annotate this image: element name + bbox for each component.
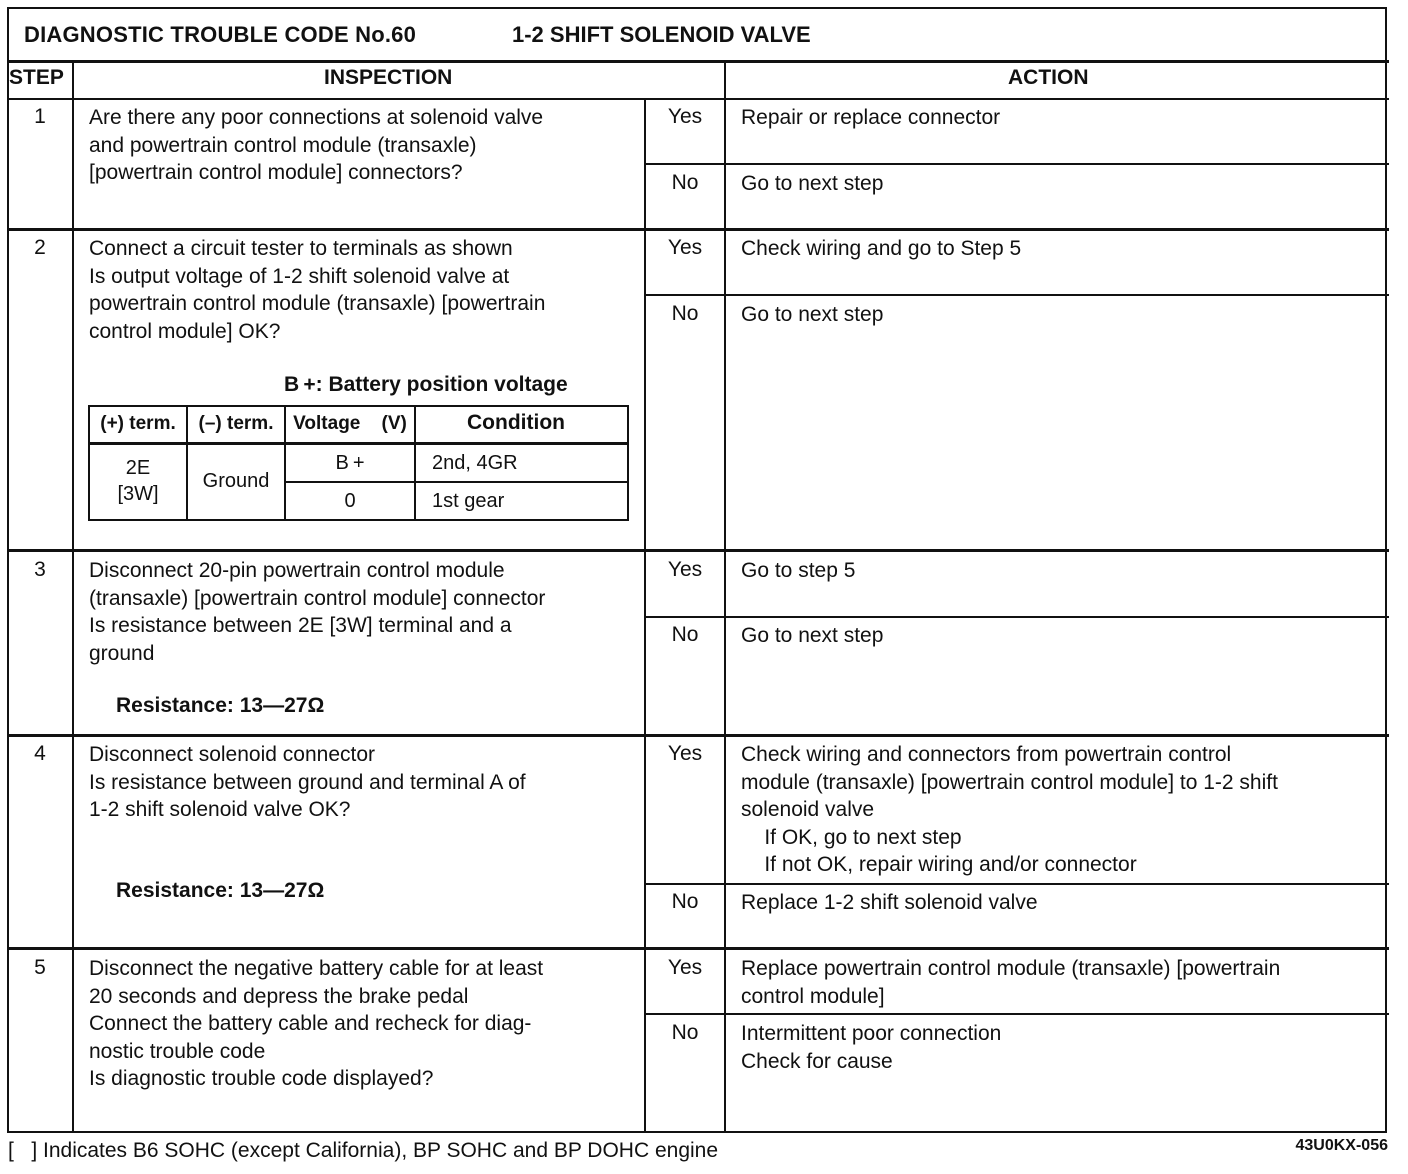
voltage-table-header-rule <box>88 442 629 445</box>
no-action: Go to next step <box>741 303 884 326</box>
step-number: 1 <box>34 105 46 128</box>
yes-label: Yes <box>667 558 703 581</box>
voltage-table-row-rule <box>285 481 629 483</box>
rule-step3 <box>7 734 1389 737</box>
condition-value: 1st gear <box>432 490 505 512</box>
rule-header <box>7 98 1389 100</box>
voltage-value: 0 <box>344 490 356 512</box>
voltage-table <box>88 405 629 521</box>
component-title: 1-2 SHIFT SOLENOID VALVE <box>512 22 811 47</box>
step-number: 4 <box>34 742 46 765</box>
voltage-value: B + <box>335 452 365 474</box>
step-inspection: Disconnect 20-pin powertrain control module (transaxle) [powertrain control module] connector Is resistance between 2E [3W] terminal and a ground <box>89 559 546 665</box>
yes-action: Replace powertrain control module (transaxle) [powertrain control module] <box>741 957 1281 1008</box>
no-action: Intermittent poor connection Check for cause <box>741 1022 1002 1073</box>
step-inspection: Are there any poor connections at solenoid valve and powertrain control module (transaxle) [powertrain control module] connectors? <box>89 106 544 184</box>
footer-note: [ ] Indicates B6 SOHC (except California), BP SOHC and BP DOHC engine <box>8 1139 719 1162</box>
rule-yn-5 <box>645 1013 1389 1015</box>
no-label: No <box>671 1021 699 1044</box>
voltage-header: Voltage (V) <box>293 413 407 434</box>
resistance-spec: Resistance: 13—27Ω <box>116 879 325 902</box>
plus-term-header: (+) term. <box>100 413 176 434</box>
yes-label: Yes <box>667 236 703 259</box>
no-action: Go to next step <box>741 624 884 647</box>
step-number: 5 <box>34 956 46 979</box>
rule-yn-3 <box>645 616 1389 618</box>
header-action: ACTION <box>1008 66 1089 89</box>
header-inspection: INSPECTION <box>324 66 453 89</box>
rule-step2 <box>7 549 1389 552</box>
yes-action: Repair or replace connector <box>741 106 1001 129</box>
rule-yn-2 <box>645 294 1389 296</box>
rule-step1 <box>7 228 1389 231</box>
rule-yn-4 <box>645 883 1389 885</box>
no-action: Replace 1-2 shift solenoid valve <box>741 891 1038 914</box>
rule-title <box>7 60 1389 63</box>
yes-action: Check wiring and go to Step 5 <box>741 237 1022 260</box>
resistance-spec: Resistance: 13—27Ω <box>116 694 325 717</box>
code-title: DIAGNOSTIC TROUBLE CODE No.60 <box>24 22 417 47</box>
rule-yn-1 <box>645 163 1389 165</box>
no-label: No <box>671 302 699 325</box>
no-label: No <box>671 890 699 913</box>
yes-action: Check wiring and connectors from powertrain control module (transaxle) [powertrain control module] to 1-2 shift solenoid valve If OK, go to next step If not OK, repair wiring and/or connector <box>741 743 1278 876</box>
step-number: 2 <box>34 236 46 259</box>
plus-term-value: 2E [3W] <box>117 457 159 505</box>
minus-term-header: (–) term. <box>198 413 274 434</box>
battery-voltage-note: B +: Battery position voltage <box>284 373 568 396</box>
step-inspection: Connect a circuit tester to terminals as shown Is output voltage of 1-2 shift solenoid valve at powertrain control module (transaxle) [powertrain control module] OK? <box>89 237 546 343</box>
yes-action: Go to step 5 <box>741 559 856 582</box>
condition-value: 2nd, 4GR <box>432 452 518 474</box>
yes-label: Yes <box>667 742 703 765</box>
no-label: No <box>671 171 699 194</box>
yes-label: Yes <box>667 956 703 979</box>
header-step: STEP <box>9 66 64 89</box>
minus-term-value: Ground <box>202 470 270 492</box>
step-number: 3 <box>34 558 46 581</box>
rule-step4 <box>7 947 1389 950</box>
no-label: No <box>671 623 699 646</box>
figure-reference: 43U0KX-056 <box>1295 1137 1388 1154</box>
step-inspection: Disconnect solenoid connector Is resistance between ground and terminal A of 1-2 shift solenoid valve OK? <box>89 743 526 821</box>
step-inspection: Disconnect the negative battery cable for at least 20 seconds and depress the brake pedal Connect the battery cable and recheck for diag- nostic trouble code Is diagnostic trouble code displayed? <box>89 957 544 1090</box>
no-action: Go to next step <box>741 172 884 195</box>
yes-label: Yes <box>667 105 703 128</box>
condition-header: Condition <box>467 411 565 434</box>
